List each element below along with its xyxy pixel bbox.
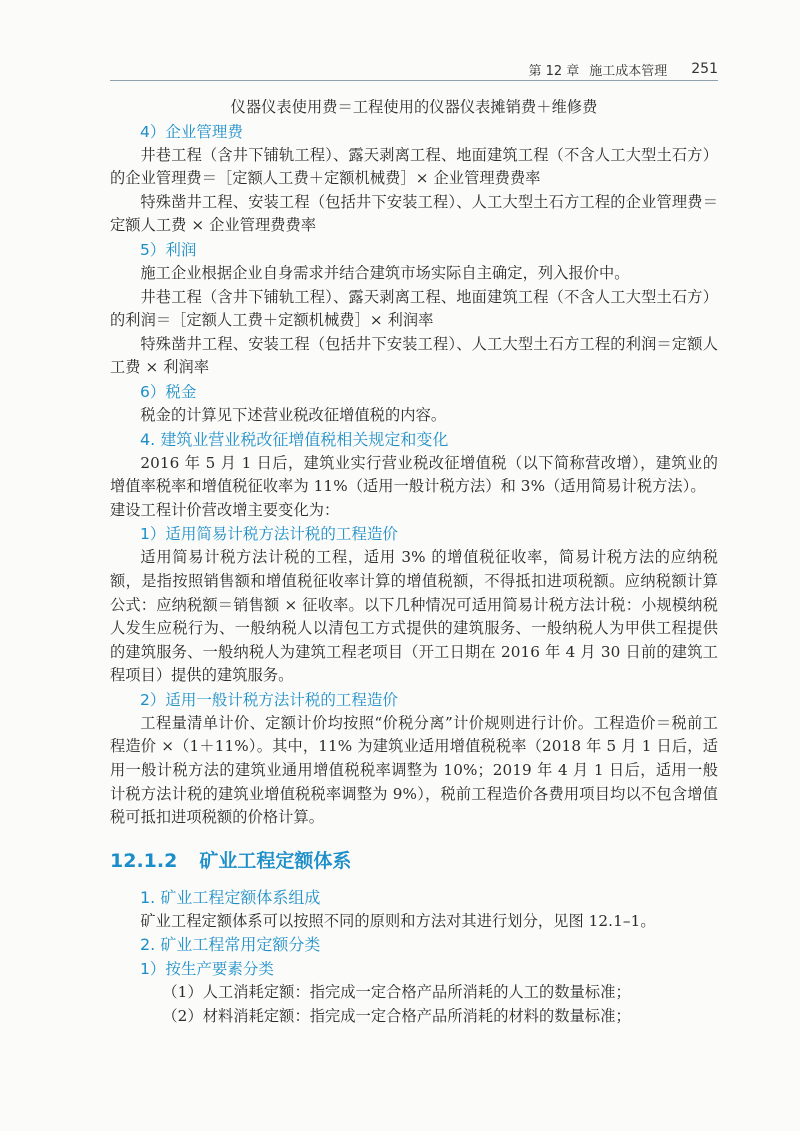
subheading: 1）按生产要素分类 — [140, 960, 274, 979]
paragraph: 工程量清单计价、定额计价均按照“价税分离”计价规则进行计价。工程造价＝税前工程造价 ×（1＋11%）。其中，11% 为建筑业适用增值税税率（2018 年 5 月 1 日后，适用一般计税方法的建筑业通用增值税税率调整为 10%；2019 年 4 月 1 日后，适用一般计税方法计税的建筑业增值税税率调整为 9%），税前工程造价各费用项目均以不包含增值税可抵扣进项税额的价格计算。 — [110, 713, 718, 827]
chapter-label: 第 12 章 — [528, 63, 580, 79]
list-item: （2）材料消耗定额：指完成一定合格产品所消耗的材料的数量标准； — [162, 1007, 631, 1026]
subheading: 1. 矿业工程定额体系组成 — [140, 887, 321, 907]
subheading: 4. 建筑业营业税改征增值税相关规定和变化 — [140, 429, 449, 449]
paragraph: 建设工程计价营改增主要变化为： — [110, 500, 340, 519]
page-number: 251 — [691, 61, 718, 77]
body-text — [110, 96, 718, 1029]
paragraph: 特殊凿井工程、安装工程（包括井下安装工程）、人工大型土石方工程的企业管理费＝定额人工费 × 企业管理费费率 — [110, 192, 718, 235]
subheading: 1）适用简易计税方法计税的工程造价 — [140, 525, 398, 544]
subheading: 2）适用一般计税方法计税的工程造价 — [140, 690, 398, 709]
paragraph: 井巷工程（含井下铺轨工程）、露天剥离工程、地面建筑工程（不含人工大型土石方）的利润＝［定额人工费＋定额机械费］× 利润率 — [110, 287, 718, 330]
subheading: 6）税金 — [140, 382, 197, 401]
paragraph: 特殊凿井工程、安装工程（包括井下安装工程）、人工大型土石方工程的利润＝定额人工费 × 利润率 — [110, 334, 718, 377]
subheading: 4）企业管理费 — [140, 122, 243, 141]
paragraph: 施工企业根据企业自身需求并结合建筑市场实际自主确定，列入报价中。 — [140, 263, 630, 282]
paragraph: 税金的计算见下述营业税改征增值税的内容。 — [140, 405, 447, 424]
paragraph: 适用简易计税方法计税的工程，适用 3% 的增值税征收率，简易计税方法的应纳税额，是指按照销售额和增值税征收率计算的增值税额，不得抵扣进项税额。应纳税额计算公式：应纳税额＝销售额 × 征收率。以下几种情况可适用简易计税方法计税：小规模纳税人发生应税行为、一般纳税人以清包工方式提供的建筑服务、一般纳税人为甲供工程提供的建筑服务、一般纳税人为建筑工程老项目（开工日期在 2016 年 4 月 30 日前的建筑工程项目）提供的建筑服务。 — [110, 548, 718, 685]
subheading: 5）利润 — [140, 240, 197, 259]
paragraph: 井巷工程（含井下铺轨工程）、露天剥离工程、地面建筑工程（不含人工大型土石方）的企业管理费＝［定额人工费＋定额机械费］× 企业管理费费率 — [110, 145, 718, 188]
paragraph: 2016 年 5 月 1 日后，建筑业实行营业税改征增值税（以下简称营改增），建筑业的增值率税率和增值税征收率为 11%（适用一般计税方法）和 3%（适用简易计税方法）。 — [110, 453, 718, 496]
section-heading — [110, 848, 718, 874]
running-header — [110, 58, 718, 81]
paragraph: 矿业工程定额体系可以按照不同的原则和方法对其进行划分，见图 12.1–1。 — [140, 911, 656, 930]
section-number: 12.1.2 — [110, 849, 178, 872]
section-title: 矿业工程定额体系 — [199, 849, 352, 872]
paragraph: 仪器仪表使用费＝工程使用的仪器仪表摊销费＋维修费 — [230, 98, 598, 116]
list-item: （1）人工消耗定额：指完成一定合格产品所消耗的人工的数量标准； — [162, 983, 631, 1002]
chapter-title: 施工成本管理 — [589, 63, 668, 79]
subheading: 2. 矿业工程常用定额分类 — [140, 935, 321, 955]
